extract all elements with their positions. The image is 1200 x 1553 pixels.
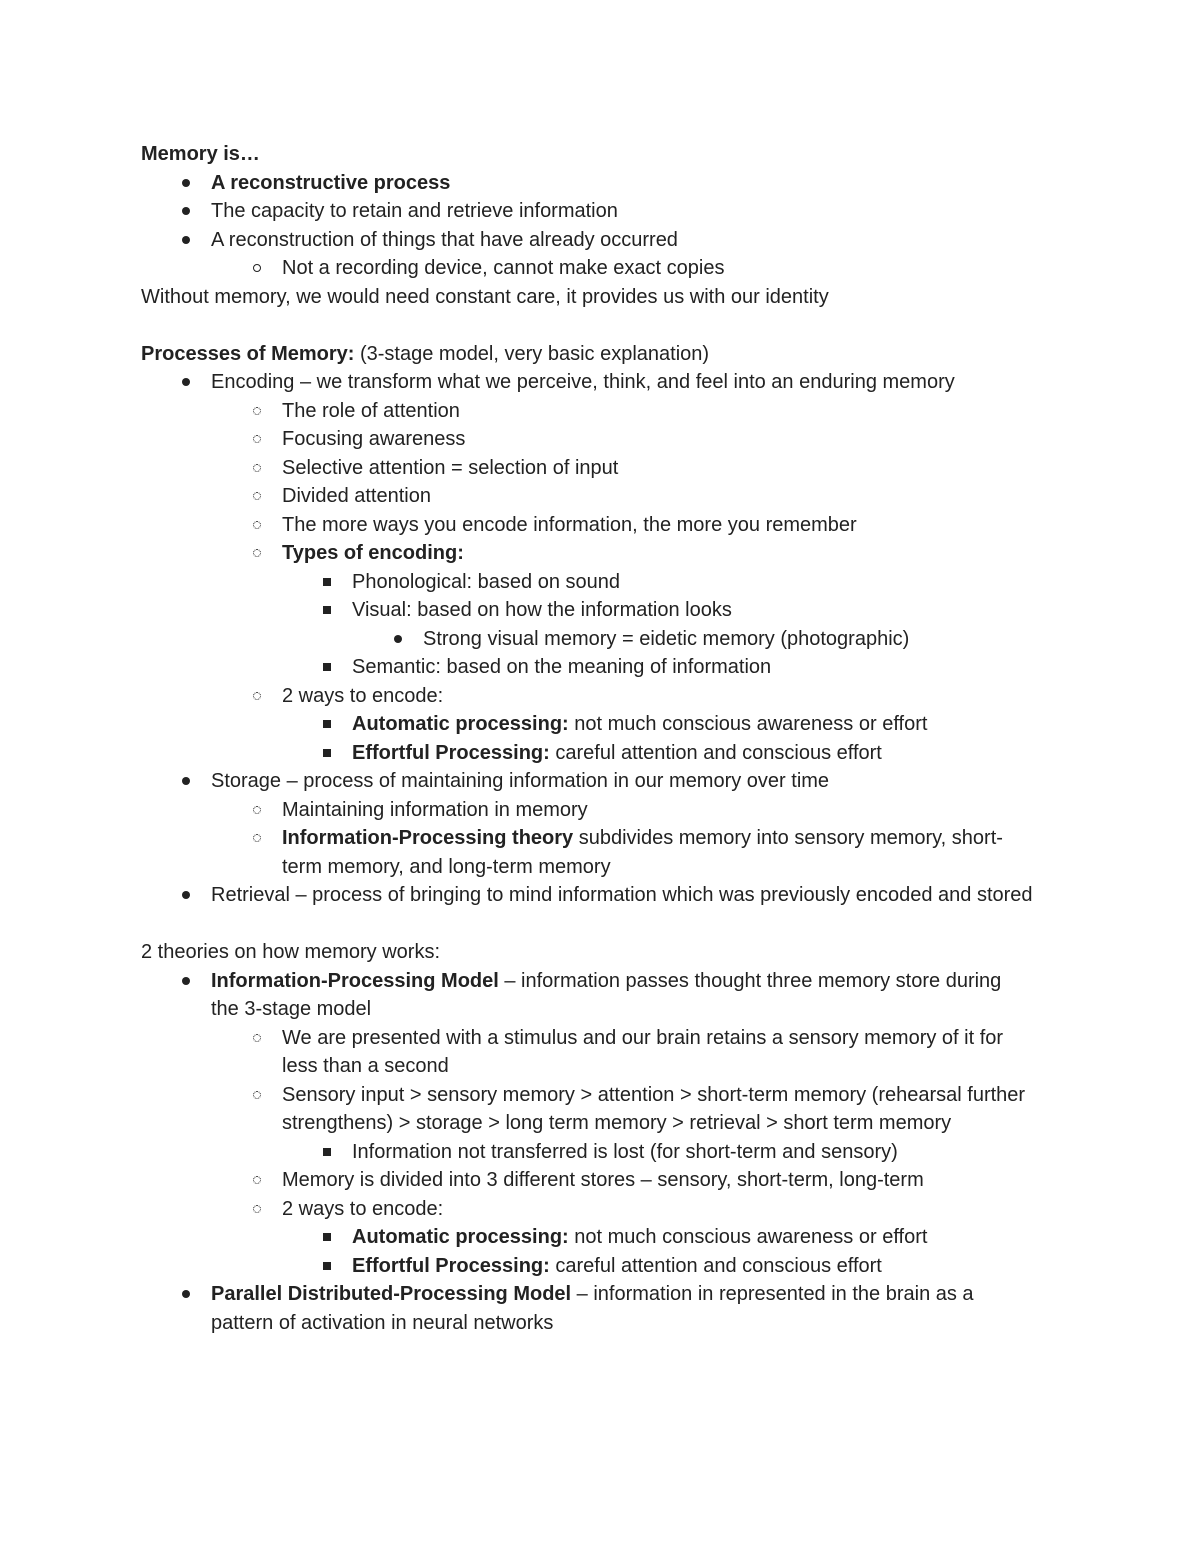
section-heading-processes: Processes of Memory: (3-stage model, very basic explanation)	[141, 342, 710, 365]
list-item: A reconstruction of things that have already occurred	[211, 226, 1041, 255]
bullet-icon	[176, 767, 196, 796]
circle-bullet-icon	[247, 1081, 267, 1110]
circle-bullet-icon	[247, 1024, 267, 1053]
bullet-icon	[388, 625, 408, 654]
bullet-icon	[176, 368, 196, 397]
list-item: Storage – process of maintaining information in our memory over time	[211, 767, 1041, 796]
list-item: Information-Processing theory subdivides memory into sensory memory, short-term memory, and long-term memory	[282, 824, 1022, 881]
list-item: Retrieval – process of bringing to mind information which was previously encoded and stored	[211, 881, 1041, 910]
square-bullet-icon	[317, 739, 337, 768]
square-bullet-icon	[317, 1252, 337, 1281]
circle-bullet-icon	[247, 482, 267, 511]
list-item: Memory is divided into 3 different stores – sensory, short-term, long-term	[282, 1166, 1041, 1195]
list-item: 2 ways to encode:	[282, 1195, 1041, 1224]
bullet-icon	[176, 967, 196, 996]
list-item: The capacity to retain and retrieve information	[211, 197, 1041, 226]
circle-bullet-icon	[247, 1195, 267, 1224]
list-item: Information-Processing Model – information passes thought three memory store during the 3-stage model	[211, 967, 1011, 1024]
circle-bullet-icon	[247, 397, 267, 426]
section-heading-memory-is: Memory is…	[141, 143, 260, 165]
list-item: 2 ways to encode:	[282, 682, 1041, 711]
circle-bullet-icon	[247, 1166, 267, 1195]
square-bullet-icon	[317, 653, 337, 682]
circle-bullet-icon	[247, 824, 267, 853]
list-item: Strong visual memory = eidetic memory (photographic)	[423, 625, 1041, 654]
list-item: Selective attention = selection of input	[282, 454, 1041, 483]
circle-bullet-icon	[247, 454, 267, 483]
square-bullet-icon	[317, 710, 337, 739]
section-heading-theories: 2 theories on how memory works:	[141, 941, 441, 963]
paragraph: Without memory, we would need constant care, it provides us with our identity	[141, 285, 829, 308]
list-item: Divided attention	[282, 482, 1041, 511]
list-item: Phonological: based on sound	[352, 568, 1041, 597]
list-item: We are presented with a stimulus and our brain retains a sensory memory of it for less than a second	[282, 1024, 1042, 1081]
list-item: Effortful Processing: careful attention and conscious effort	[352, 1252, 1041, 1281]
list-item: Automatic processing: not much conscious awareness or effort	[352, 1223, 1041, 1252]
circle-bullet-icon	[247, 254, 267, 283]
list-item: Maintaining information in memory	[282, 796, 1041, 825]
list-item: Types of encoding:	[282, 539, 1041, 568]
bullet-icon	[176, 881, 196, 910]
list-item: Semantic: based on the meaning of information	[352, 653, 1041, 682]
bullet-icon	[176, 197, 196, 226]
circle-bullet-icon	[247, 511, 267, 540]
list-item: Effortful Processing: careful attention and conscious effort	[352, 739, 1041, 768]
square-bullet-icon	[317, 1138, 337, 1167]
list-item: Information not transferred is lost (for short-term and sensory)	[352, 1138, 1041, 1167]
list-item: Visual: based on how the information looks	[352, 596, 1041, 625]
circle-bullet-icon	[247, 796, 267, 825]
square-bullet-icon	[317, 596, 337, 625]
circle-bullet-icon	[247, 539, 267, 568]
bullet-icon	[176, 226, 196, 255]
square-bullet-icon	[317, 1223, 337, 1252]
list-item: A reconstructive process	[211, 169, 1041, 198]
bullet-icon	[176, 1280, 196, 1309]
circle-bullet-icon	[247, 682, 267, 711]
document-content	[141, 140, 1041, 1337]
list-item: The more ways you encode information, the more you remember	[282, 511, 1041, 540]
list-item: Not a recording device, cannot make exact copies	[282, 254, 1041, 283]
list-item: Parallel Distributed-Processing Model – information in represented in the brain as a pattern of activation in neural networks	[211, 1280, 1041, 1337]
square-bullet-icon	[317, 568, 337, 597]
list-item: Focusing awareness	[282, 425, 1041, 454]
list-item: Automatic processing: not much conscious awareness or effort	[352, 710, 1041, 739]
bullet-icon	[176, 169, 196, 198]
list-item: Encoding – we transform what we perceive, think, and feel into an enduring memory	[211, 368, 1041, 397]
circle-bullet-icon	[247, 425, 267, 454]
list-item: Sensory input > sensory memory > attention > short-term memory (rehearsal further strengthens) > storage > long term memory > retrieval > short term memory	[282, 1081, 1027, 1138]
list-item: The role of attention	[282, 397, 1041, 426]
